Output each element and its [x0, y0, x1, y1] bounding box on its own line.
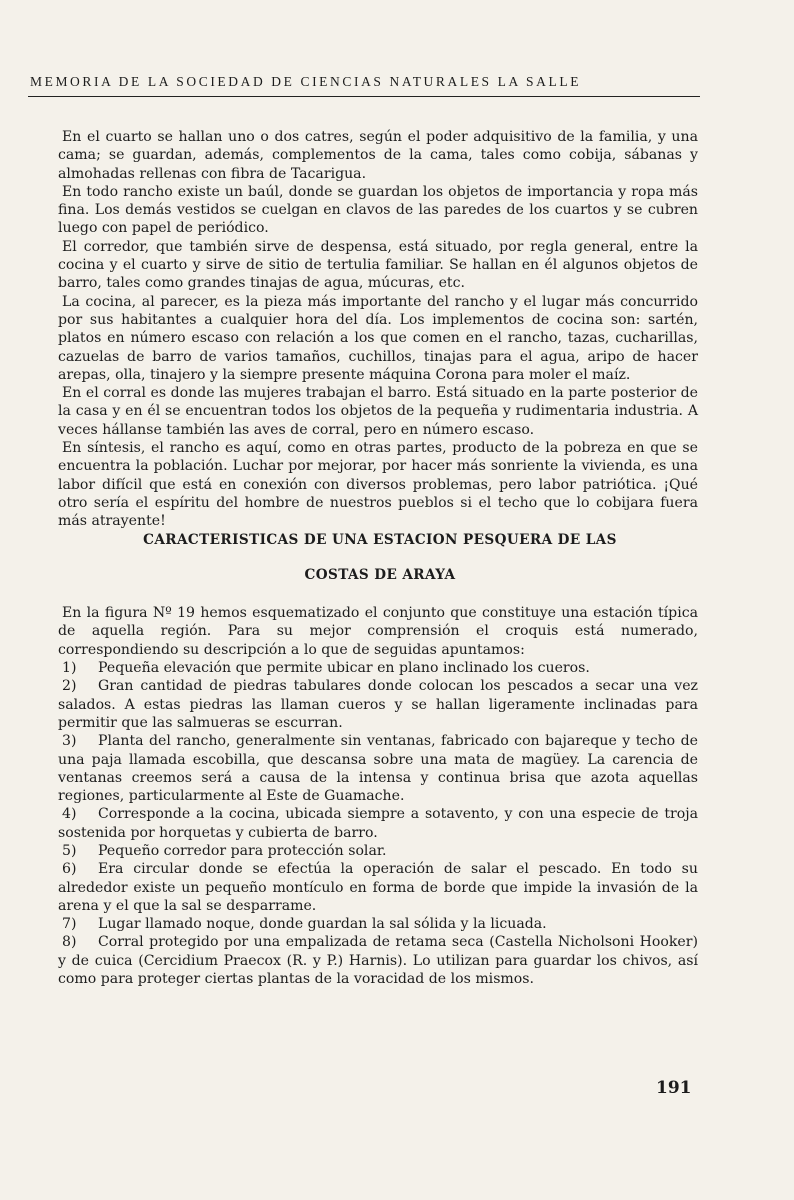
section-heading-line1: CARACTERISTICAS DE UNA ESTACION PESQUERA DE LAS: [143, 531, 617, 548]
list-item: [58, 805, 698, 842]
list-item: [58, 915, 698, 933]
list-item-text: Pequeña elevación que permite ubicar en plano inclinado los cueros.: [98, 660, 590, 677]
list-item-number: 8): [62, 934, 77, 951]
list-item-text: Lugar llamado noque, donde guardan la sal sólida y la licuada.: [98, 916, 547, 933]
list-item-text: Corresponde a la cocina, ubicada siempre a sotavento, y con una especie de troja sostenida por horquetas y cubierta de barro.: [58, 806, 698, 841]
paragraph-cocina: La cocina, al parecer, es la pieza más importante del rancho y el lugar más concurrido por sus habitantes a cualquier hora del día. Los implementos de cocina son: sartén, platos en número escaso con relación a los que comen en el rancho, tazas, cucharillas, cazuelas de barro de varios tamaños, cuchillos, tinajas para el agua, aripo de hacer arepas, olla, tinajero y la siempre presente máquina Corona para moler el maíz.: [58, 293, 698, 383]
paragraph-cuarto: En el cuarto se hallan uno o dos catres, según el poder adquisitivo de la familia, y una cama; se guardan, además, complementos de la cama, tales como cobija, sábanas y almohadas rellenas con fibra de Tacarigua.: [58, 129, 698, 182]
list-item: [58, 677, 698, 732]
list-item-text: Pequeño corredor para protección solar.: [98, 842, 387, 859]
paragraph-sintesis: En síntesis, el rancho es aquí, como en otras partes, producto de la pobreza en que se encuentra la población. Luchar por mejorar, por hacer más sonriente la vivienda, es una labor difícil que está en conexión con diversos problemas, pero labor patriótica. ¡Qué otro sería el espíritu del hombre de nuestros pueblos si el techo que lo cobijara fuera más atrayente!: [58, 440, 698, 530]
list-item-number: 5): [62, 842, 77, 859]
list-item-text: Corral protegido por una empalizada de retama seca (Castella Nicholsoni Hooker) y de cuica (Cercidium Praecox (R. y P.) Harnis). Lo utilizan para guardar los chivos, así como para proteger ciertas plantas de la voracidad de los mismos.: [58, 934, 698, 988]
body-text: [58, 128, 698, 988]
paragraph-corral: En el corral es donde las mujeres trabajan el barro. Está situado en la parte posterior de la casa y en él se encuentran todos los objetos de la pequeña y rudimentaria industria. A veces hállanse también las aves de corral, pero en número escaso.: [58, 385, 698, 438]
list-item-text: Gran cantidad de piedras tabulares donde colocan los pescados a secar una vez salados. A estas piedras las llaman cueros y se hallan ligeramente inclinadas para permitir que las salmueras se escurran.: [58, 678, 698, 731]
section-intro: En la figura Nº 19 hemos esquematizado el conjunto que constituye una estación típica de aquella región. Para su mejor comprensión el croquis está numerado, correspondiendo su descripción a lo que de seguidas apuntamos:: [58, 605, 698, 658]
list-item: [58, 659, 698, 677]
page-number: 191: [656, 1078, 692, 1098]
list-item: [58, 842, 698, 860]
section-heading-line2: COSTAS DE ARAYA: [304, 566, 456, 583]
paragraph-corredor: El corredor, que también sirve de despensa, está situado, por regla general, entre la cocina y el cuarto y sirve de sitio de tertulia familiar. Se hallan en él algunos objetos de barro, tales como grandes tinajas de agua, múcuras, etc.: [58, 238, 698, 292]
header-rule: [28, 96, 700, 97]
list-item-text: Era circular donde se efectúa la operación de salar el pescado. En todo su alrededor existe un pequeño montículo en forma de borde que impide la invasión de la arena y el que la sal se desparrame.: [58, 861, 698, 914]
paragraph-baul: En todo rancho existe un baúl, donde se guardan los objetos de importancia y ropa más fina. Los demás vestidos se cuelgan en clavos de las paredes de los cuartos y se cubren luego con papel de periódico.: [58, 183, 698, 237]
list-item: [58, 933, 698, 988]
list-item-number: 4): [62, 806, 77, 823]
list-item-number: 2): [62, 678, 77, 695]
list-item-number: 7): [62, 916, 77, 933]
list-item-number: 1): [62, 660, 77, 677]
list-item-number: 3): [62, 733, 77, 750]
running-header: MEMORIA DE LA SOCIEDAD DE CIENCIAS NATURALES LA SALLE: [30, 74, 582, 89]
list-item-text: Planta del rancho, generalmente sin ventanas, fabricado con bajareque y techo de una paja llamada escobilla, que descansa sobre una mata de magüey. La carencia de ventanas creemos será a causa de la intensa y continua brisa que azota aquellas regiones, particularmente al Este de Guamache.: [58, 733, 698, 805]
list-item: [58, 860, 698, 915]
list-item-number: 6): [62, 861, 77, 878]
list-item: [58, 732, 698, 805]
